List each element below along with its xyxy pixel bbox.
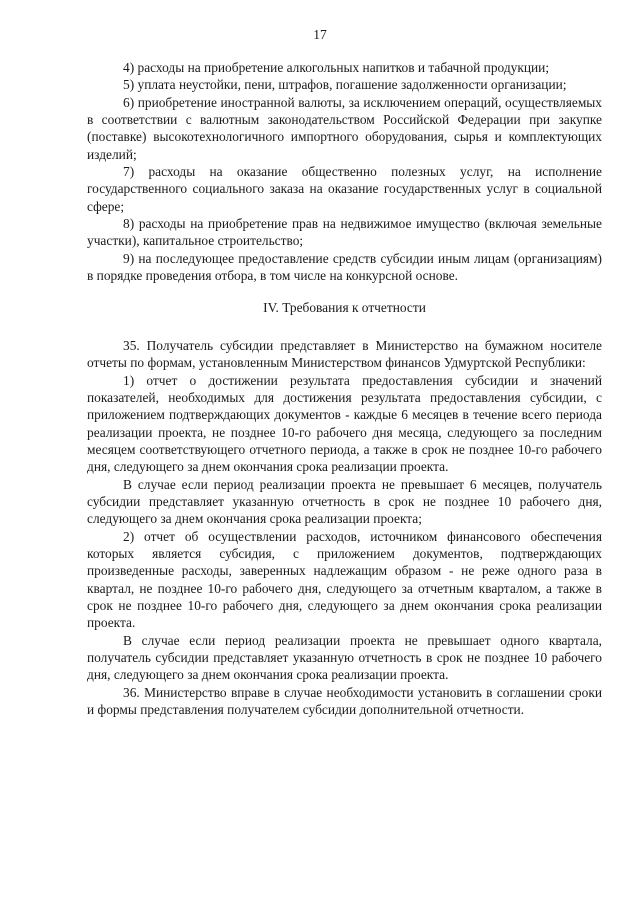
reporting-section: [87, 337, 602, 719]
page-number: 17: [313, 27, 327, 42]
paragraph-report-2: 2) отчет об осуществлении расходов, источником финансового обеспечения которых является субсидия, с приложением документов, подтверждающих произведенные расходы, заверенных надлежащим образом - не реже одного раза в квартал, не позднее 10-го рабочего дня, следующего за отчетным кварталом, а также в срок не позднее 10-го рабочего дня, следующего за днем окончания срока реализации проекта.: [87, 528, 602, 631]
list-item: [87, 59, 602, 76]
list-item-text: приобретение иностранной валюты, за исключением операций, осуществляемых в соответствии с валютным законодательством Российской Федерации при закупке (поставке) высокотехнологичного импортного оборудования, сырья и комплектующих изделий;: [87, 94, 602, 162]
list-item-number: 9): [123, 250, 135, 266]
list-item: [87, 76, 602, 93]
list-item-number: 4): [123, 60, 135, 75]
list-item: [87, 163, 602, 215]
paragraph-report-2-note: В случае если период реализации проекта не превышает одного квартала, получатель субсидии представляет указанную отчетность в срок не позднее 10 рабочего дня, следующего за днем окончания срока реализации проекта.: [87, 632, 602, 683]
list-item: [87, 94, 602, 163]
restricted-expenses-list: [87, 59, 602, 284]
list-item-text: расходы на оказание общественно полезных услуг, на исполнение государственного социального заказа на оказание государственных услуг в социальной сфере;: [87, 164, 602, 214]
list-item-number: 7): [123, 164, 135, 180]
paragraph-35: 35. Получатель субсидии представляет в Министерство на бумажном носителе отчеты по формам, установленным Министерством финансов Удмуртской Республики:: [87, 337, 602, 371]
heading-spacer: [87, 329, 602, 337]
list-item-text: на последующее предоставление средств субсидии иным лицам (организациям) в порядке проведения отбора, в том числе на конкурсной основе.: [87, 250, 602, 284]
paragraph-36: 36. Министерство вправе в случае необходимости установить в соглашении сроки и формы представления получателем субсидии дополнительной отчетности.: [87, 684, 602, 718]
list-item-text: уплата неустойки, пени, штрафов, погашение задолженности организации;: [137, 77, 567, 93]
list-item-number: 5): [123, 77, 135, 93]
paragraph-report-1-note: В случае если период реализации проекта не превышает 6 месяцев, получатель субсидии представляет указанную отчетность в срок не позднее 10 рабочего дня, следующего за днем окончания срока реализации проекта;: [87, 476, 602, 527]
paragraph-report-1: 1) отчет о достижении результата предоставления субсидии и значений показателей, необходимых для достижения результата предоставления субсидии, с приложением подтверждающих документов - каждые 6 месяцев в течение всего периода реализации проекта, не позднее 10-го рабочего дня месяца, следующего за последним месяцем соответствующего отчетного периода, а также в срок не позднее 10-го рабочего дня, следующего за днем окончания срока реализации проекта.: [87, 372, 602, 475]
list-item: [87, 215, 602, 250]
section-heading: IV. Требования к отчетности: [263, 300, 426, 316]
list-item: [87, 250, 602, 285]
list-item-number: 8): [123, 216, 135, 232]
document-body: [87, 59, 602, 718]
list-item-number: 6): [123, 94, 135, 110]
list-item-text: расходы на приобретение прав на недвижимое имущество (включая земельные участки), капитальное строительство;: [87, 216, 602, 249]
list-item-text: расходы на приобретение алкогольных напитков и табачной продукции;: [137, 60, 550, 75]
